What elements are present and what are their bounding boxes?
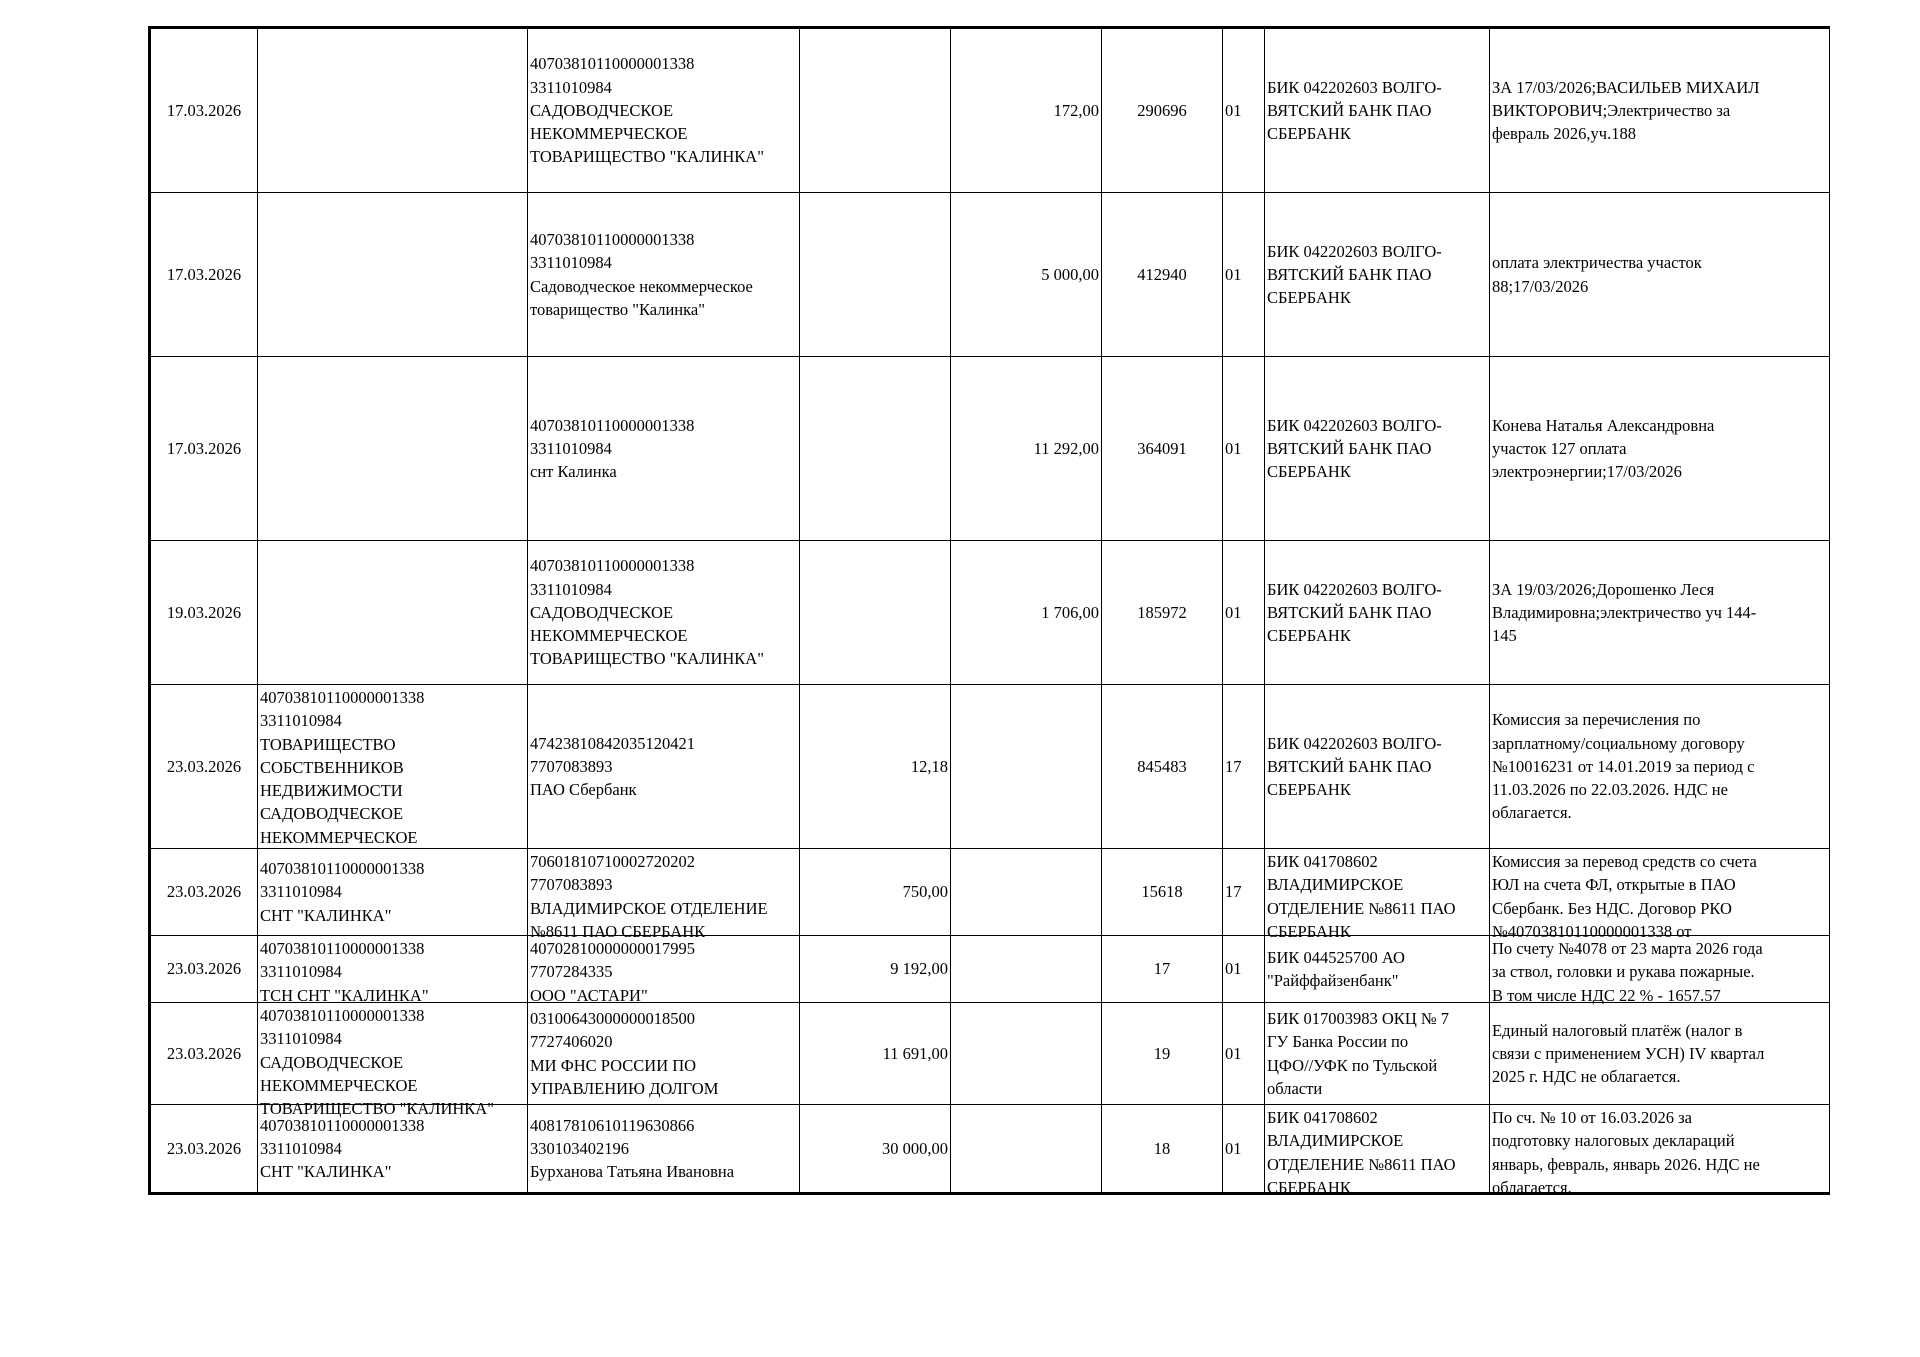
recipient-line: 7727406020 (530, 1032, 613, 1052)
date-cell (150, 541, 258, 685)
table-row (150, 849, 1830, 936)
date-cell (150, 1105, 258, 1194)
recipient-line: 40703810110000001338 (530, 556, 695, 576)
credit-cell (951, 936, 1102, 1003)
recipient-line: 70601810710002720202 (530, 852, 695, 871)
bank-line: БИК 042202603 ВОЛГО- (1267, 415, 1442, 435)
bank-line: СБЕРБАНК (1267, 124, 1351, 144)
date-value: 17.03.2026 (166, 438, 242, 458)
debit-value: 9 192,00 (890, 959, 948, 979)
debit-value: 11 691,00 (882, 1043, 948, 1063)
purpose-cell (1490, 1003, 1830, 1105)
operation-code-cell (1223, 357, 1265, 541)
purpose-line: Единый налоговый платёж (налог в (1492, 1020, 1743, 1040)
purpose-line: ЮЛ на счета ФЛ, открытые в ПАО (1492, 875, 1736, 895)
debit-cell (800, 1003, 951, 1105)
operation-code-cell (1223, 685, 1265, 849)
date-value: 19.03.2026 (166, 602, 242, 622)
doc-number-value: 18 (1153, 1138, 1171, 1158)
bank-cell (1265, 685, 1490, 849)
date-value: 23.03.2026 (166, 959, 242, 979)
payer-cell (258, 28, 528, 193)
bank-line: БИК 017003983 ОКЦ № 7 (1267, 1008, 1449, 1028)
recipient-line: Бурханова Татьяна Ивановна (530, 1162, 735, 1182)
recipient-line: 40703810110000001338 (530, 415, 695, 435)
bank-cell (1265, 849, 1490, 941)
credit-cell (951, 1003, 1102, 1105)
bank-line: БИК 041708602 (1267, 852, 1378, 871)
operation-code-value: 01 (1225, 100, 1242, 120)
purpose-line: подготовку налоговых деклараций (1492, 1131, 1735, 1151)
bank-line: ВЛАДИМИРСКОЕ (1267, 875, 1404, 895)
bank-line: СБЕРБАНК (1267, 626, 1351, 646)
bank-line: БИК 044525700 АО (1267, 947, 1405, 967)
bank-line: БИК 042202603 ВОЛГО- (1267, 77, 1442, 97)
payer-line: НЕДВИЖИМОСТИ (260, 781, 403, 801)
date-value: 23.03.2026 (166, 756, 242, 776)
bank-line: БИК 041708602 (1267, 1108, 1378, 1127)
purpose-line: ВИКТОРОВИЧ;Электричество за (1492, 100, 1731, 120)
doc-number-cell (1102, 936, 1223, 1003)
recipient-cell (528, 357, 800, 541)
payer-cell (258, 685, 528, 849)
purpose-cell (1490, 1105, 1830, 1197)
recipient-line: 7707284335 (530, 962, 613, 982)
credit-cell (951, 28, 1102, 193)
payer-cell (258, 1003, 528, 1119)
purpose-line: облагается. (1492, 803, 1572, 823)
bank-line: ВЯТСКИЙ БАНК ПАО (1267, 100, 1432, 120)
recipient-line: САДОВОДЧЕСКОЕ (530, 602, 674, 622)
debit-cell (800, 193, 951, 357)
recipient-line: МИ ФНС РОССИИ ПО (530, 1055, 697, 1075)
purpose-line: зарплатному/социальному договору (1492, 733, 1745, 753)
bank-line: области (1267, 1078, 1323, 1098)
payer-line: САДОВОДЧЕСКОЕ (260, 804, 404, 824)
bank-cell (1265, 28, 1490, 193)
purpose-line: №40703810110000001338 от (1492, 921, 1692, 941)
doc-number-cell (1102, 1105, 1223, 1194)
payer-line: САДОВОДЧЕСКОЕ (260, 1052, 404, 1072)
credit-cell (951, 193, 1102, 357)
recipient-line: ТОВАРИЩЕСТВО "КАЛИНКА" (530, 649, 764, 669)
payer-line: 3311010984 (260, 1138, 342, 1158)
operation-code-cell (1223, 1105, 1265, 1194)
purpose-cell (1490, 685, 1830, 849)
payer-line: 40703810110000001338 (260, 1115, 425, 1135)
purpose-line: 2025 г. НДС не облагается. (1492, 1067, 1681, 1087)
operation-code-value: 01 (1225, 959, 1242, 979)
recipient-cell (528, 1105, 800, 1194)
recipient-line: САДОВОДЧЕСКОЕ (530, 100, 674, 120)
date-value: 23.03.2026 (166, 1138, 242, 1158)
table-row (150, 541, 1830, 685)
date-cell (150, 936, 258, 1003)
operation-code-value: 01 (1225, 602, 1242, 622)
recipient-line: 03100643000000018500 (530, 1008, 695, 1028)
doc-number-cell (1102, 685, 1223, 849)
bank-line: ГУ Банка России по (1267, 1032, 1409, 1052)
doc-number-cell (1102, 357, 1223, 541)
recipient-line: 40702810000000017995 (530, 939, 695, 958)
bank-statement-table (148, 26, 1830, 1195)
purpose-line: ЗА 17/03/2026;ВАСИЛЬЕВ МИХАИЛ (1492, 77, 1760, 97)
doc-number-value: 845483 (1137, 756, 1187, 776)
purpose-cell (1490, 541, 1830, 685)
table-row (150, 28, 1830, 193)
bank-line: СБЕРБАНК (1267, 462, 1351, 482)
purpose-line: ЗА 19/03/2026;Дорошенко Леся (1492, 579, 1715, 599)
payer-line: 3311010984 (260, 711, 342, 731)
purpose-line: Владимировна;электричество уч 144- (1492, 602, 1757, 622)
operation-code-cell (1223, 936, 1265, 1003)
debit-value: 12,18 (910, 756, 948, 776)
doc-number-cell (1102, 28, 1223, 193)
bank-line: СБЕРБАНК (1267, 288, 1351, 308)
purpose-line: февраль 2026,уч.188 (1492, 124, 1636, 144)
bank-cell (1265, 1003, 1490, 1105)
purpose-line: В том числе НДС 22 % - 1657.57 (1492, 985, 1721, 1005)
purpose-line: облагается. (1492, 1177, 1572, 1197)
table-row (150, 357, 1830, 541)
date-value: 17.03.2026 (166, 100, 242, 120)
payer-line: НЕКОММЕРЧЕСКОЕ (260, 827, 418, 847)
recipient-line: 7707083893 (530, 756, 613, 776)
doc-number-cell (1102, 849, 1223, 936)
date-cell (150, 28, 258, 193)
purpose-line: оплата электричества участок (1492, 253, 1702, 273)
doc-number-cell (1102, 193, 1223, 357)
operation-code-value: 01 (1225, 1043, 1242, 1063)
recipient-line: ООО "АСТАРИ" (530, 985, 648, 1005)
recipient-line: 3311010984 (530, 77, 612, 97)
purpose-line: за ствол, головки и рукава пожарные. (1492, 962, 1755, 982)
doc-number-value: 290696 (1137, 100, 1187, 120)
purpose-cell (1490, 357, 1830, 541)
recipient-line: 7707083893 (530, 875, 613, 895)
doc-number-value: 412940 (1137, 264, 1187, 284)
operation-code-cell (1223, 849, 1265, 936)
bank-line: БИК 042202603 ВОЛГО- (1267, 241, 1442, 261)
operation-code-cell (1223, 193, 1265, 357)
recipient-cell (528, 541, 800, 685)
purpose-line: Комиссия за перевод средств со счета (1492, 852, 1757, 871)
bank-line: ВЯТСКИЙ БАНК ПАО (1267, 264, 1432, 284)
payer-line: ТОВАРИЩЕСТВО "КАЛИНКА" (260, 1099, 494, 1119)
doc-number-cell (1102, 1003, 1223, 1105)
date-cell (150, 849, 258, 936)
payer-line: НЕКОММЕРЧЕСКОЕ (260, 1075, 418, 1095)
purpose-line: По сч. № 10 от 16.03.2026 за (1492, 1108, 1692, 1127)
bank-line: "Райффайзенбанк" (1267, 971, 1399, 990)
date-cell (150, 193, 258, 357)
purpose-line: Комиссия за перечисления по (1492, 710, 1701, 730)
bank-line: СБЕРБАНК (1267, 780, 1351, 800)
purpose-cell (1490, 193, 1830, 357)
purpose-line: участок 127 оплата (1492, 438, 1627, 458)
recipient-line: ТОВАРИЩЕСТВО "КАЛИНКА" (530, 147, 764, 167)
recipient-line: 3311010984 (530, 253, 612, 273)
recipient-line: 330103402196 (530, 1138, 629, 1158)
recipient-line: 3311010984 (530, 579, 612, 599)
recipient-line: товарищество "Калинка" (530, 299, 705, 319)
credit-value: 11 292,00 (1033, 438, 1099, 458)
recipient-line: ВЛАДИМИРСКОЕ ОТДЕЛЕНИЕ (530, 898, 768, 918)
bank-line: ВЯТСКИЙ БАНК ПАО (1267, 756, 1432, 776)
credit-cell (951, 1105, 1102, 1194)
purpose-line: связи с применением УСН) IV квартал (1492, 1043, 1765, 1063)
debit-value: 30 000,00 (882, 1138, 948, 1158)
payer-cell (258, 849, 528, 936)
doc-number-cell (1102, 541, 1223, 685)
doc-number-value: 19 (1153, 1043, 1171, 1063)
statement-rows (150, 28, 1830, 1197)
recipient-line: 47423810842035120421 (530, 733, 695, 753)
payer-line: 3311010984 (260, 882, 342, 902)
table-row (150, 193, 1830, 357)
credit-value: 172,00 (1053, 100, 1099, 120)
credit-value: 1 706,00 (1041, 602, 1099, 622)
debit-cell (800, 28, 951, 193)
credit-value: 5 000,00 (1041, 264, 1099, 284)
payer-cell (258, 193, 528, 357)
recipient-line: ПАО Сбербанк (530, 780, 637, 800)
bank-cell (1265, 193, 1490, 357)
payer-line: 40703810110000001338 (260, 859, 425, 879)
purpose-cell (1490, 849, 1830, 941)
bank-line: БИК 042202603 ВОЛГО- (1267, 733, 1442, 753)
recipient-cell (528, 1003, 800, 1105)
bank-line: БИК 042202603 ВОЛГО- (1267, 579, 1442, 599)
bank-line: СБЕРБАНК (1267, 921, 1351, 941)
recipient-cell (528, 936, 800, 1003)
debit-value: 750,00 (902, 882, 948, 902)
doc-number-value: 364091 (1137, 438, 1187, 458)
recipient-line: Садоводческое некоммерческое (530, 276, 753, 296)
recipient-cell (528, 28, 800, 193)
purpose-line: электроэнергии;17/03/2026 (1492, 462, 1682, 482)
doc-number-value: 15618 (1141, 882, 1183, 902)
credit-cell (951, 357, 1102, 541)
operation-code-value: 17 (1225, 756, 1242, 776)
recipient-line: 3311010984 (530, 438, 612, 458)
bank-line: ВЯТСКИЙ БАНК ПАО (1267, 602, 1432, 622)
recipient-line: НЕКОММЕРЧЕСКОЕ (530, 626, 688, 646)
credit-cell (951, 541, 1102, 685)
bank-line: СБЕРБАНК (1267, 1177, 1351, 1197)
operation-code-cell (1223, 1003, 1265, 1105)
payer-line: 3311010984 (260, 962, 342, 982)
date-value: 23.03.2026 (166, 1043, 242, 1063)
bank-line: ОТДЕЛЕНИЕ №8611 ПАО (1267, 1154, 1456, 1174)
debit-cell (800, 685, 951, 849)
bank-cell (1265, 541, 1490, 685)
recipient-line: 40703810110000001338 (530, 229, 695, 249)
debit-cell (800, 936, 951, 1003)
operation-code-value: 01 (1225, 438, 1242, 458)
payer-line: СНТ "КАЛИНКА" (260, 905, 392, 925)
payer-cell (258, 541, 528, 685)
date-value: 23.03.2026 (166, 882, 242, 902)
bank-line: ОТДЕЛЕНИЕ №8611 ПАО (1267, 898, 1456, 918)
payer-line: ТСН СНТ "КАЛИНКА" (260, 985, 429, 1005)
date-cell (150, 685, 258, 849)
operation-code-value: 01 (1225, 264, 1242, 284)
recipient-line: НЕКОММЕРЧЕСКОЕ (530, 124, 688, 144)
operation-code-value: 17 (1225, 882, 1242, 902)
purpose-line: 88;17/03/2026 (1492, 276, 1589, 296)
purpose-cell (1490, 28, 1830, 193)
bank-cell (1265, 936, 1490, 1003)
operation-code-cell (1223, 541, 1265, 685)
payer-line: 40703810110000001338 (260, 688, 425, 707)
purpose-line: По счету №4078 от 23 марта 2026 года (1492, 939, 1763, 958)
bank-line: ВЛАДИМИРСКОЕ (1267, 1131, 1404, 1151)
recipient-line: 40703810110000001338 (530, 54, 695, 74)
date-value: 17.03.2026 (166, 264, 242, 284)
table-row (150, 936, 1830, 1003)
purpose-line: №10016231 от 14.01.2019 за период с (1492, 756, 1755, 776)
table-row (150, 1003, 1830, 1105)
bank-line: ВЯТСКИЙ БАНК ПАО (1267, 438, 1432, 458)
payer-line: 40703810110000001338 (260, 939, 425, 958)
table-row (150, 685, 1830, 849)
purpose-line: Сбербанк. Без НДС. Договор РКО (1492, 898, 1732, 918)
recipient-cell (528, 193, 800, 357)
date-cell (150, 357, 258, 541)
recipient-cell (528, 849, 800, 941)
debit-cell (800, 541, 951, 685)
purpose-line: 11.03.2026 по 22.03.2026. НДС не (1492, 780, 1728, 800)
doc-number-value: 17 (1153, 959, 1171, 979)
payer-line: 40703810110000001338 (260, 1006, 425, 1025)
debit-cell (800, 849, 951, 936)
purpose-line: Конева Наталья Александровна (1492, 415, 1715, 435)
bank-cell (1265, 1105, 1490, 1197)
purpose-cell (1490, 936, 1830, 1003)
statement-page (148, 26, 1779, 1197)
payer-line: СОБСТВЕННИКОВ (260, 757, 404, 777)
credit-cell (951, 849, 1102, 936)
table-row (150, 1105, 1830, 1194)
purpose-line: 145 (1492, 626, 1517, 646)
operation-code-value: 01 (1225, 1138, 1242, 1158)
payer-cell (258, 936, 528, 1003)
operation-code-cell (1223, 28, 1265, 193)
recipient-line: УПРАВЛЕНИЮ ДОЛГОМ (530, 1078, 719, 1098)
bank-line: ЦФО//УФК по Тульской (1267, 1055, 1438, 1075)
payer-line: СНТ "КАЛИНКА" (260, 1162, 392, 1182)
credit-cell (951, 685, 1102, 849)
recipient-line: снт Калинка (530, 462, 617, 482)
debit-cell (800, 357, 951, 541)
payer-line: 3311010984 (260, 1029, 342, 1049)
bank-cell (1265, 357, 1490, 541)
recipient-line: 40817810610119630866 (530, 1115, 695, 1135)
recipient-cell (528, 685, 800, 849)
doc-number-value: 185972 (1137, 602, 1187, 622)
payer-cell (258, 357, 528, 541)
payer-line: ТОВАРИЩЕСТВО (260, 734, 396, 754)
date-cell (150, 1003, 258, 1105)
recipient-line: №8611 ПАО СБЕРБАНК (530, 921, 706, 941)
purpose-line: январь, февраль, январь 2026. НДС не (1492, 1154, 1760, 1174)
debit-cell (800, 1105, 951, 1194)
